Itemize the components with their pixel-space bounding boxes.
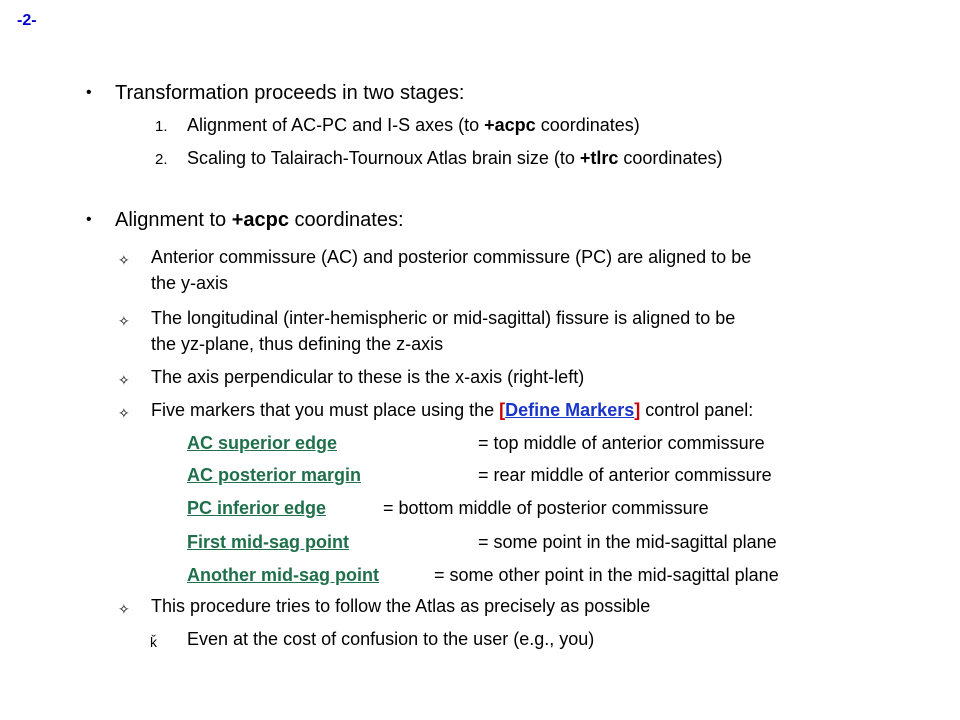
section2-heading: Alignment to +acpc coordinates:	[115, 209, 404, 231]
bullet-icon: •	[86, 84, 92, 101]
diamond-icon: ✧	[118, 313, 130, 329]
sub-item: Even at the cost of confusion to the user (e.g., you)	[187, 629, 595, 649]
bullet-icon: •	[86, 211, 92, 228]
list-item-cont: the yz-plane, thus defining the z-axis	[151, 334, 444, 354]
list-item-cont: the y-axis	[151, 273, 229, 293]
define-markers-link[interactable]: Define Markers	[505, 400, 635, 420]
step-text: Alignment of AC-PC and I-S axes (to +acpc coordinates)	[187, 115, 640, 135]
marker-name[interactable]: Another mid-sag point	[187, 565, 379, 585]
page-number: -2-	[17, 12, 37, 29]
diamond-icon: ✧	[118, 405, 130, 421]
marker-name[interactable]: AC superior edge	[187, 433, 338, 453]
diamond-icon: ✧	[118, 252, 130, 268]
diamond-icon: ✧	[118, 601, 130, 617]
marker-desc: = some other point in the mid-sagittal plane	[434, 565, 779, 585]
marker-desc: = some point in the mid-sagittal plane	[478, 532, 777, 552]
marker-desc: = rear middle of anterior commissure	[478, 465, 772, 485]
marker-name[interactable]: PC inferior edge	[187, 498, 327, 518]
list-item: The axis perpendicular to these is the x-axis (right-left)	[151, 367, 585, 387]
list-item: Anterior commissure (AC) and posterior commissure (PC) are aligned to be	[151, 247, 752, 267]
diamond-icon: ✧	[118, 372, 130, 388]
step-number: 2.	[155, 151, 168, 168]
step-number: 1.	[155, 118, 168, 135]
marker-desc: = bottom middle of posterior commissure	[383, 498, 709, 518]
step-text: Scaling to Talairach-Tournoux Atlas brain size (to +tlrc coordinates)	[187, 148, 723, 168]
marker-desc: = top middle of anterior commissure	[478, 433, 765, 453]
markers-intro: Five markers that you must place using the [Define Markers] control panel:	[151, 400, 754, 420]
marker-name[interactable]: First mid-sag point	[187, 532, 349, 552]
list-item: The longitudinal (inter-hemispheric or mid-sagittal) fissure is aligned to be	[151, 308, 736, 328]
section1-heading: Transformation proceeds in two stages:	[115, 82, 465, 104]
marker-name[interactable]: AC posterior margin	[187, 465, 362, 485]
list-item: This procedure tries to follow the Atlas as precisely as possible	[151, 596, 651, 616]
check-icon: ǩ	[150, 634, 157, 650]
